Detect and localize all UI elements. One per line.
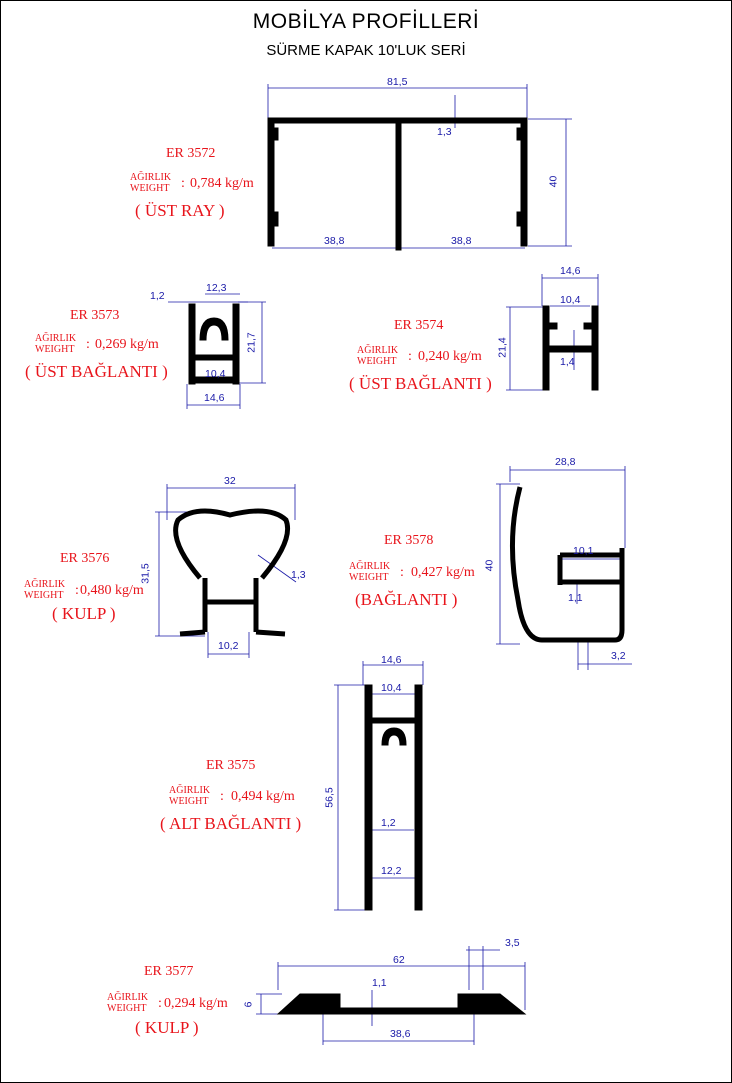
weight-label-en-3574: WEIGHT	[357, 356, 397, 367]
code-3576: ER 3576	[60, 551, 110, 566]
code-3578: ER 3578	[384, 533, 434, 548]
name-3578: (BAĞLANTI )	[355, 590, 458, 609]
dim-3574-width: 14,6	[560, 265, 581, 277]
weight-label-tr-3578: AĞIRLIK	[349, 561, 391, 572]
dim-3576-width: 32	[224, 475, 236, 487]
page-subtitle: SÜRME KAPAK 10'LUK SERİ	[266, 42, 466, 59]
name-3574: ( ÜST BAĞLANTI )	[349, 374, 492, 393]
dim-3578-inner: 10,1	[573, 545, 594, 557]
dim-3578-slot: 3,2	[611, 650, 626, 662]
weight-label-tr-3573: AĞIRLIK	[35, 333, 77, 344]
code-3574: ER 3574	[394, 318, 444, 333]
dim-3573-wall: 1,2	[150, 290, 165, 302]
weight-3578: 0,427 kg/m	[411, 565, 475, 580]
dim-3572-wall: 1,3	[437, 126, 452, 138]
name-3577: ( KULP )	[135, 1018, 199, 1037]
dim-3572-width: 81,5	[387, 76, 408, 88]
name-3572: ( ÜST RAY )	[135, 201, 225, 220]
dim-3577-width: 62	[393, 954, 405, 966]
weight-3574: 0,240 kg/m	[418, 349, 482, 364]
weight-label-en-3577: WEIGHT	[107, 1003, 147, 1014]
weight-label-en-3573: WEIGHT	[35, 344, 75, 355]
dim-3573-top: 12,3	[206, 282, 227, 294]
weight-3577: 0,294 kg/m	[164, 996, 228, 1011]
colon-3576: :	[75, 583, 79, 598]
dim-3577-lip: 3,5	[505, 937, 520, 949]
weight-3576: 0,480 kg/m	[80, 583, 144, 598]
dim-3573-inner: 10,4	[205, 368, 226, 380]
colon-3572: :	[181, 176, 185, 191]
dim-3572-left-span: 38,8	[324, 235, 345, 247]
name-3576: ( KULP )	[52, 604, 116, 623]
dim-3578-height: 40	[483, 559, 496, 572]
code-3573: ER 3573	[70, 308, 120, 323]
dim-3573-width: 14,6	[204, 392, 225, 404]
weight-label-tr-3574: AĞIRLIK	[357, 345, 399, 356]
weight-label-tr-3575: AĞIRLIK	[169, 785, 211, 796]
weight-3572: 0,784 kg/m	[190, 176, 254, 191]
dim-3578-width: 28,8	[555, 456, 576, 468]
dim-3577-span: 38,6	[390, 1028, 411, 1040]
dim-3575-inner: 10,4	[381, 682, 402, 694]
profile-outlines	[176, 487, 622, 640]
weight-3573: 0,269 kg/m	[95, 337, 159, 352]
colon-3578: :	[400, 565, 404, 580]
dim-3572-height: 40	[547, 175, 560, 188]
dim-3575-wall: 1,2	[381, 817, 396, 829]
weight-label-tr-3577: AĞIRLIK	[107, 992, 149, 1003]
colon-3577: :	[158, 996, 162, 1011]
dim-3572-right-span: 38,8	[451, 235, 472, 247]
dim-3576-height: 31,5	[139, 563, 152, 584]
dim-3574-height: 21,4	[496, 337, 509, 358]
code-3575: ER 3575	[206, 758, 256, 773]
weight-label-tr-3572: AĞIRLIK	[130, 172, 172, 183]
colon-3574: :	[408, 349, 412, 364]
dim-3577-wall: 1,1	[372, 977, 387, 989]
dim-3574-web: 1,4	[560, 356, 575, 368]
code-3577: ER 3577	[144, 964, 194, 979]
colon-3573: :	[86, 337, 90, 352]
weight-label-en-3578: WEIGHT	[349, 572, 389, 583]
colon-3575: :	[220, 789, 224, 804]
dim-3575-height: 56,5	[323, 787, 336, 808]
profile-shapes	[189, 118, 598, 1014]
code-3572: ER 3572	[166, 146, 216, 161]
weight-label-en-3575: WEIGHT	[169, 796, 209, 807]
dim-3576-gap: 10,2	[218, 640, 239, 652]
dim-3575-width: 14,6	[381, 654, 402, 666]
weight-label-en-3572: WEIGHT	[130, 183, 170, 194]
weight-3575: 0,494 kg/m	[231, 789, 295, 804]
dim-3573-height: 21,7	[245, 332, 258, 353]
weight-label-tr-3576: AĞIRLIK	[24, 579, 66, 590]
dim-3575-bottom: 12,2	[381, 865, 402, 877]
name-3573: ( ÜST BAĞLANTI )	[25, 362, 168, 381]
dim-3578-wall: 1,1	[568, 592, 583, 604]
dim-3574-inner: 10,4	[560, 294, 581, 306]
page-title: MOBİLYA PROFİLLERİ	[252, 10, 480, 33]
dim-3577-height: 6	[242, 1001, 255, 1008]
name-3575: ( ALT BAĞLANTI )	[160, 814, 302, 833]
weight-label-en-3576: WEIGHT	[24, 590, 64, 601]
dim-3576-wall: 1,3	[291, 569, 306, 581]
